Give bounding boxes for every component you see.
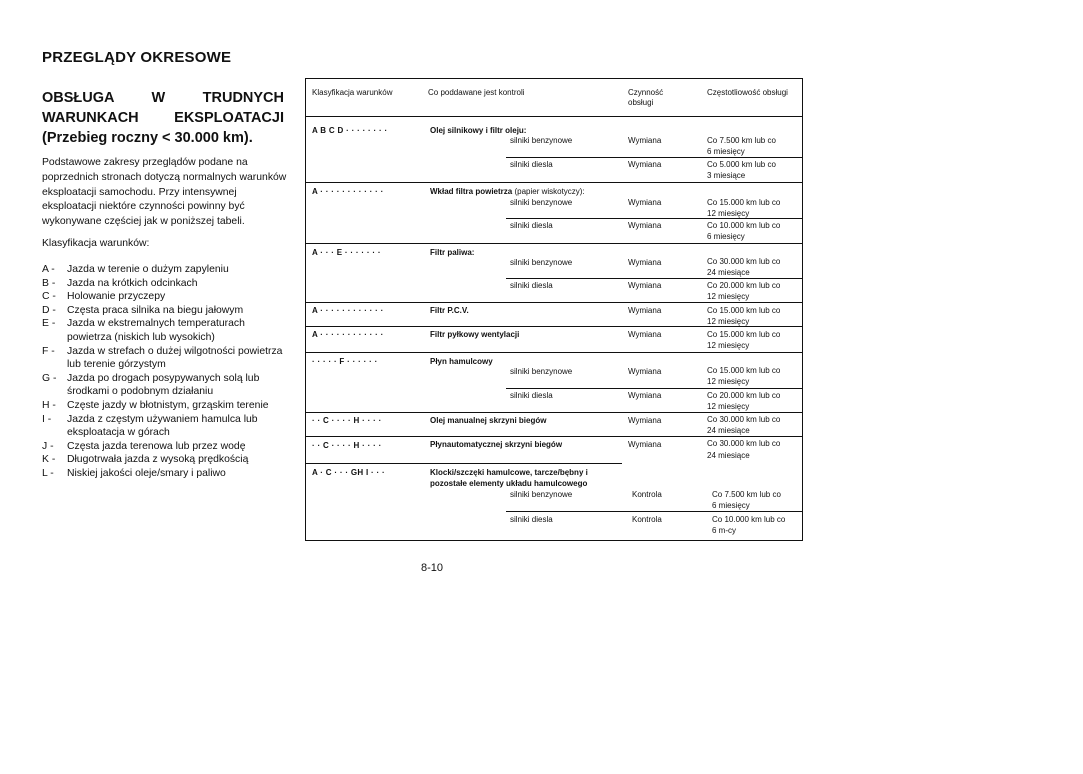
row-frequency: Co 7.500 km lub co bbox=[712, 490, 781, 499]
row-frequency: Co 20.000 km lub co bbox=[707, 391, 781, 400]
row-frequency: 12 miesięcy bbox=[707, 209, 750, 218]
list-item bbox=[42, 399, 290, 413]
list-text: Jazda na krótkich odcinkach bbox=[67, 277, 198, 289]
row-action: Wymiana bbox=[628, 306, 662, 315]
row-code: A · · · · · · · · · · · · bbox=[312, 187, 384, 196]
list-letter: E - bbox=[42, 318, 56, 330]
list-item bbox=[42, 317, 290, 344]
row-item: Olej silnikowy i filtr oleju: bbox=[430, 126, 527, 135]
list-letter: J - bbox=[42, 440, 54, 452]
row-frequency: Co 15.000 km lub co bbox=[707, 330, 781, 339]
row-item: Olej manualnej skrzyni biegów bbox=[430, 416, 547, 425]
row-frequency: Co 15.000 km lub co bbox=[707, 198, 781, 207]
row-action: Kontrola bbox=[632, 515, 662, 524]
row-divider bbox=[506, 511, 802, 512]
maintenance-table bbox=[305, 78, 803, 541]
list-text: Niskiej jakości oleje/smary i paliwo bbox=[67, 467, 226, 479]
sub-item: silniki benzynowe bbox=[510, 367, 573, 376]
sub-item: silniki benzynowe bbox=[510, 258, 573, 267]
row-code: A · · · · · · · · · · · · bbox=[312, 330, 384, 339]
row-frequency: Co 15.000 km lub co bbox=[707, 366, 781, 375]
list-text: Częste jazdy w błotnistym, grząskim terenie bbox=[67, 399, 269, 411]
list-text: Częsta praca silnika na biegu jałowym bbox=[67, 304, 244, 316]
list-letter: A - bbox=[42, 264, 55, 275]
list-text: Jazda z częstym używaniem hamulca lub eksploatacja w górach bbox=[67, 413, 258, 439]
list-letter: B - bbox=[42, 277, 56, 289]
header-frequency: Częstotliowość obsługi bbox=[707, 88, 788, 97]
row-item: Płyn hamulcowy bbox=[430, 357, 493, 366]
row-frequency: 24 miesiące bbox=[707, 426, 750, 435]
row-action: Wymiana bbox=[628, 330, 662, 339]
row-item: Filtr paliwa: bbox=[430, 248, 475, 257]
list-letter: D - bbox=[42, 304, 56, 316]
list-text: Jazda w ekstremalnych temperaturach powietrza (niskich lub wysokich) bbox=[67, 318, 245, 343]
sub-item: silniki benzynowe bbox=[510, 490, 573, 499]
list-text: Długotrwała jazda z wysoką prędkością bbox=[67, 454, 249, 466]
row-divider bbox=[306, 243, 802, 244]
row-code: · · C · · · · H · · · · bbox=[312, 441, 382, 450]
row-action: Wymiana bbox=[628, 136, 662, 145]
row-frequency: 6 m-cy bbox=[712, 526, 736, 535]
row-code: A B C D · · · · · · · · bbox=[312, 126, 388, 135]
row-divider bbox=[306, 436, 802, 437]
section-title: OBSŁUGA W TRUDNYCH WARUNKACH EKSPLOATACJI (Przebieg roczny < 30.000 km). bbox=[42, 90, 284, 146]
list-text: Częsta jazda terenowa lub przez wodę bbox=[67, 440, 246, 452]
list-letter: K - bbox=[42, 454, 56, 466]
row-divider bbox=[506, 278, 802, 279]
row-action: Wymiana bbox=[628, 160, 662, 169]
list-letter: C - bbox=[42, 291, 56, 303]
row-frequency: 6 miesięcy bbox=[712, 501, 750, 510]
row-item-note: (papier wiskotyczy): bbox=[512, 187, 585, 196]
row-divider bbox=[306, 463, 622, 464]
list-item bbox=[42, 263, 290, 277]
row-code: · · C · · · · H · · · · bbox=[312, 416, 382, 425]
list-text: Jazda w terenie o dużym zapyleniu bbox=[67, 264, 229, 275]
row-frequency: Co 20.000 km lub co bbox=[707, 281, 781, 290]
row-action: Wymiana bbox=[628, 221, 662, 230]
row-item-bold: Wkład filtra powietrza bbox=[430, 187, 513, 196]
row-frequency: 12 miesięcy bbox=[707, 317, 750, 326]
row-item: Filtr pyłkowy wentylacji bbox=[430, 330, 520, 339]
row-action: Kontrola bbox=[632, 490, 662, 499]
list-text: Holowanie przyczepy bbox=[67, 291, 166, 303]
list-item bbox=[42, 467, 290, 481]
row-divider bbox=[306, 412, 802, 413]
list-letter: F - bbox=[42, 345, 55, 357]
row-frequency: Co 10.000 km lub co bbox=[707, 221, 781, 230]
row-frequency: 24 miesiące bbox=[707, 268, 750, 277]
row-action: Wymiana bbox=[628, 258, 662, 267]
row-code: A · C · · · GH I · · · bbox=[312, 468, 385, 477]
list-text: Jazda po drogach posypywanych solą lub środkami o podobnym działaniu bbox=[67, 372, 260, 398]
sub-item: silniki benzynowe bbox=[510, 198, 573, 207]
row-frequency: Co 15.000 km lub co bbox=[707, 306, 781, 315]
header-divider bbox=[306, 116, 802, 117]
row-frequency: Co 30.000 km lub co bbox=[707, 439, 781, 448]
row-action: Wymiana bbox=[628, 198, 662, 207]
row-frequency: Co 7.500 km lub co bbox=[707, 136, 776, 145]
row-frequency: Co 30.000 km lub co bbox=[707, 257, 781, 266]
list-item bbox=[42, 290, 290, 304]
header-action: Czynność obsługi bbox=[628, 88, 664, 107]
row-divider bbox=[306, 302, 802, 303]
list-letter: L - bbox=[42, 467, 54, 479]
row-frequency: 12 miesięcy bbox=[707, 377, 750, 386]
page-number: 8-10 bbox=[421, 562, 444, 574]
sub-item: silniki diesla bbox=[510, 160, 553, 169]
header-classification: Klasyfikacja warunków bbox=[312, 88, 393, 97]
sub-item: silniki diesla bbox=[510, 281, 553, 290]
list-item bbox=[42, 277, 290, 291]
row-frequency: Co 10.000 km lub co bbox=[712, 515, 786, 524]
row-action: Wymiana bbox=[628, 367, 662, 376]
row-frequency: 3 miesiące bbox=[707, 171, 746, 180]
list-letter: I - bbox=[42, 413, 52, 425]
classification-heading: Klasyfikacja warunków: bbox=[42, 238, 150, 249]
row-frequency: Co 5.000 km lub co bbox=[707, 160, 776, 169]
row-frequency: 6 miesięcy bbox=[707, 232, 745, 241]
intro-paragraph: Podstawowe zakresy przeglądów podane na poprzednich stronach dotyczą normalnych warunków eksploatacji samochodu. Przy intensywnej eksploatacji niektóre czynności powinny być wykonywane częściej jak w poniższej tabeli. bbox=[42, 157, 287, 228]
row-divider bbox=[506, 388, 802, 389]
list-item bbox=[42, 304, 290, 318]
sub-item: silniki benzynowe bbox=[510, 136, 573, 145]
row-frequency: 24 miesiące bbox=[707, 451, 750, 460]
row-action: Wymiana bbox=[628, 281, 662, 290]
row-item: Klocki/szczęki hamulcowe, tarcze/bębny i bbox=[430, 468, 588, 477]
list-letter: G - bbox=[42, 372, 57, 384]
row-frequency: 6 miesięcy bbox=[707, 147, 745, 156]
row-code: A · · · E · · · · · · · bbox=[312, 248, 381, 257]
list-item bbox=[42, 413, 290, 440]
row-action: Wymiana bbox=[628, 391, 662, 400]
row-action: Wymiana bbox=[628, 416, 662, 425]
list-item bbox=[42, 372, 290, 399]
sub-item: silniki diesla bbox=[510, 391, 553, 400]
row-code: A · · · · · · · · · · · · bbox=[312, 306, 384, 315]
row-divider bbox=[306, 352, 802, 353]
row-divider bbox=[506, 218, 802, 219]
sub-item: silniki diesla bbox=[510, 515, 553, 524]
list-item bbox=[42, 453, 290, 467]
header-item: Co poddawane jest kontroli bbox=[428, 88, 525, 97]
row-item: Filtr P.C.V. bbox=[430, 306, 469, 315]
page-title: PRZEGLĄDY OKRESOWE bbox=[42, 49, 232, 66]
row-frequency: 12 miesięcy bbox=[707, 402, 750, 411]
list-item bbox=[42, 345, 290, 372]
row-item: Płynautomatycznej skrzyni biegów bbox=[430, 440, 563, 449]
list-item bbox=[42, 440, 290, 454]
list-letter: H - bbox=[42, 399, 56, 411]
row-frequency: Co 30.000 km lub co bbox=[707, 415, 781, 424]
list-text: Jazda w strefach o dużej wilgotności powietrza lub terenie górzystym bbox=[67, 345, 283, 371]
row-code: · · · · · F · · · · · · bbox=[312, 357, 378, 366]
row-action: Wymiana bbox=[628, 440, 662, 449]
sub-item: silniki diesla bbox=[510, 221, 553, 230]
row-divider bbox=[306, 326, 802, 327]
row-divider bbox=[306, 182, 802, 183]
row-frequency: 12 miesięcy bbox=[707, 292, 750, 301]
row-item: pozostałe elementy układu hamulcowego bbox=[430, 479, 588, 488]
row-divider bbox=[506, 157, 802, 158]
row-frequency: 12 miesięcy bbox=[707, 341, 750, 350]
row-item bbox=[430, 186, 585, 197]
classification-list bbox=[42, 263, 290, 481]
